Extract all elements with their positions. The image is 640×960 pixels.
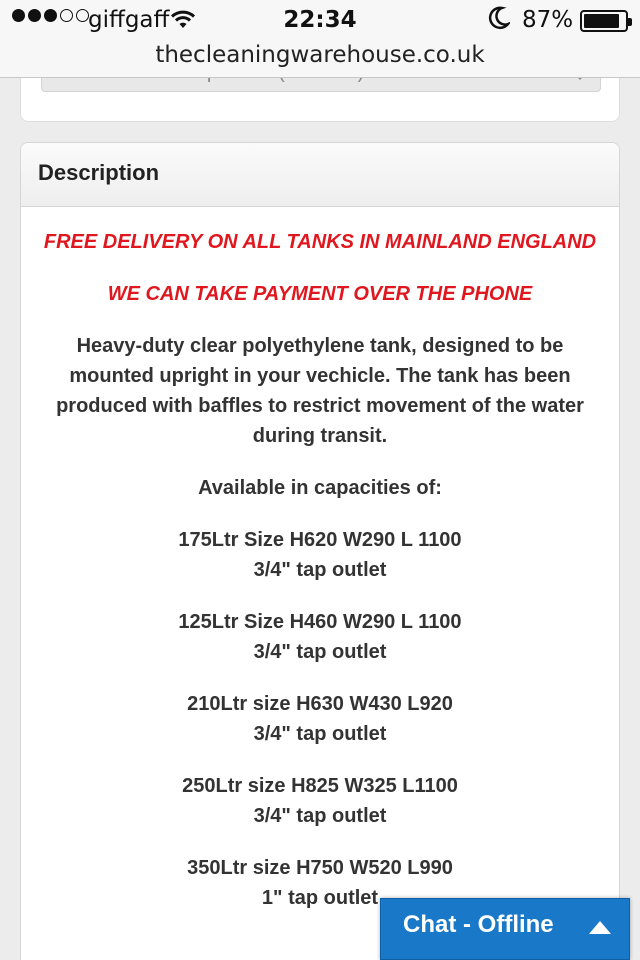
size-outlet: 1" tap outlet bbox=[261, 887, 379, 909]
carrier-name: giffgaff bbox=[88, 7, 170, 33]
clock: 22:34 bbox=[283, 7, 357, 33]
size-dimensions: 250Ltr size H825 W325 L1100 bbox=[182, 775, 458, 797]
chevron-up-icon bbox=[589, 921, 611, 934]
size-item bbox=[35, 771, 605, 831]
battery-icon bbox=[580, 10, 628, 32]
battery-percent: 87% bbox=[522, 7, 574, 33]
size-item bbox=[35, 689, 605, 749]
capacities-heading: Available in capacities of: bbox=[198, 477, 442, 499]
description-body bbox=[21, 207, 619, 913]
size-outlet: 3/4" tap outlet bbox=[253, 641, 387, 663]
description-title: Description bbox=[21, 143, 619, 207]
moon-icon bbox=[488, 6, 510, 36]
size-outlet: 3/4" tap outlet bbox=[253, 723, 387, 745]
promo-delivery: FREE DELIVERY ON ALL TANKS IN MAINLAND ENGLAND bbox=[43, 231, 597, 253]
size-dimensions: 210Ltr size H630 W430 L920 bbox=[187, 693, 453, 715]
url-domain: thecleaningwarehouse.co.uk bbox=[155, 42, 485, 68]
chat-label: Chat - Offline bbox=[403, 911, 554, 938]
product-intro: Heavy-duty clear polyethylene tank, designed to be mounted upright in your vechicle. The tank has been produced with baffles to restrict movement of the water during transit. bbox=[56, 335, 584, 447]
description-panel bbox=[20, 142, 620, 960]
promo-payment: WE CAN TAKE PAYMENT OVER THE PHONE bbox=[107, 283, 533, 305]
size-item bbox=[35, 525, 605, 585]
size-outlet: 3/4" tap outlet bbox=[253, 559, 387, 581]
size-dimensions: 125Ltr Size H460 W290 L 1100 bbox=[178, 611, 462, 633]
size-dimensions: 175Ltr Size H620 W290 L 1100 bbox=[178, 529, 462, 551]
chat-offline-button[interactable] bbox=[380, 898, 630, 960]
size-dimensions: 350Ltr size H750 W520 L990 bbox=[187, 857, 453, 879]
address-bar[interactable] bbox=[0, 42, 640, 78]
size-item bbox=[35, 607, 605, 667]
size-outlet: 3/4" tap outlet bbox=[253, 805, 387, 827]
status-bar bbox=[0, 0, 640, 42]
